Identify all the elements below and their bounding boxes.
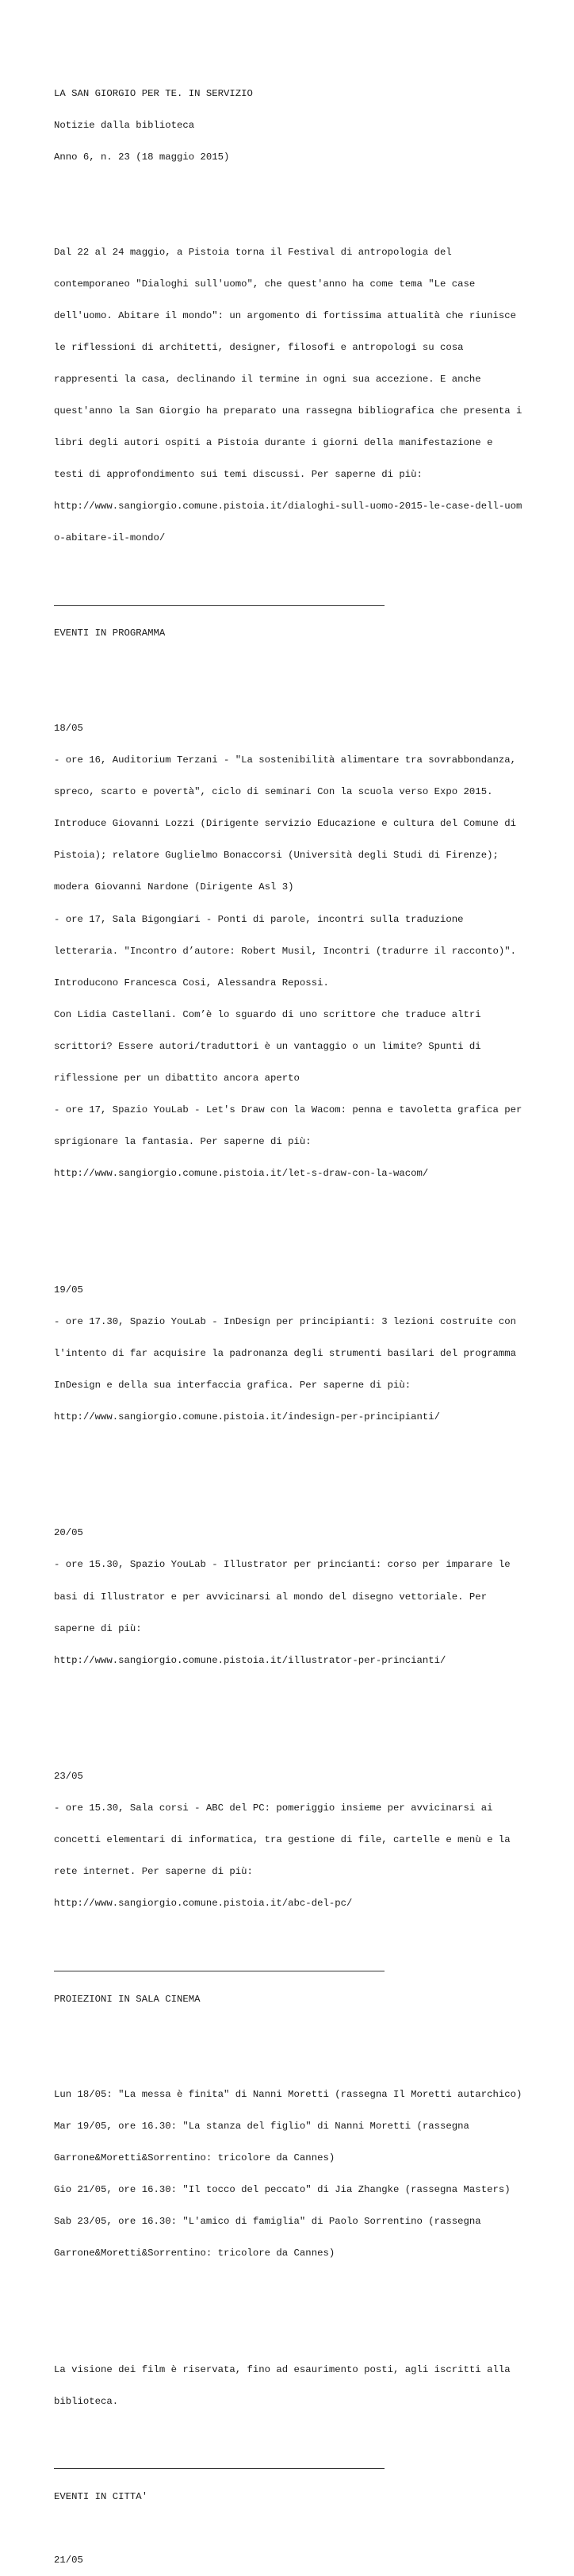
events-heading: EVENTI IN PROGRAMMA (54, 628, 166, 639)
event-line: - ore 16, Auditorium Terzani - "La sostenibilità alimentare tra sovrabbondanza, (54, 754, 516, 766)
cinema-list (54, 2068, 561, 2280)
event-day-18-05 (54, 703, 561, 1200)
event-line: - ore 17.30, Spazio YouLab - InDesign per principianti: 3 lezioni costruite con (54, 1315, 516, 1327)
event-line: Con Lidia Castellani. Com’è lo sguardo di uno scrittore che traduce altri (54, 1008, 481, 1020)
event-line: rete internet. Per saperne di più: (54, 1866, 253, 1878)
event-date: 19/05 (54, 1284, 83, 1296)
spacer (54, 2026, 561, 2037)
cinema-line: Sab 23/05, ore 16.30: "L'amico di famiglia" di Paolo Sorrentino (rassegna (54, 2215, 481, 2227)
cinema-heading: PROIEZIONI IN SALA CINEMA (54, 1993, 201, 2005)
spacer (54, 1221, 561, 1231)
event-link[interactable]: http://www.sangiorgio.comune.pistoia.it/abc-del-pc/ (54, 1898, 353, 1910)
event-day-20-05 (54, 1507, 561, 1687)
event-line: spreco, scarto e povertà", ciclo di seminari Con la scuola verso Expo 2015. (54, 786, 493, 798)
spacer (54, 2302, 561, 2312)
newsletter-issue: Anno 6, n. 23 (18 maggio 2015) (54, 151, 230, 163)
newsletter-subtitle: Notizie dalla biblioteca (54, 119, 195, 131)
event-line: - ore 17, Spazio YouLab - Let's Draw con la Wacom: penna e tavoletta grafica per (54, 1104, 522, 1115)
cinema-line: Garrone&Moretti&Sorrentino: tricolore da Cannes) (54, 2152, 335, 2163)
intro-paragraph (54, 226, 561, 565)
spacer (54, 1465, 561, 1475)
spacer (54, 1708, 561, 1718)
intro-link[interactable]: o-abitare-il-mondo/ (54, 532, 166, 544)
event-line: - ore 15.30, Sala corsi - ABC del PC: pomeriggio insieme per avvicinarsi ai (54, 1802, 493, 1814)
event-line: scrittori? Essere autori/traduttori è un vantaggio o un limite? Spunti di (54, 1040, 481, 1052)
cinema-note-line: La visione dei film è riservata, fino ad esaurimento posti, agli iscritti alla (54, 2363, 511, 2375)
event-line: saperne di più: (54, 1622, 142, 1634)
intro-line: libri degli autori ospiti a Pistoia durante i giorni della manifestazione e (54, 437, 493, 449)
intro-line: Dal 22 al 24 maggio, a Pistoia torna il Festival di antropologia del (54, 246, 452, 258)
event-date: 23/05 (54, 1771, 83, 1783)
event-line: Introduce Giovanni Lozzi (Dirigente servizio Educazione e cultura del Comune di (54, 818, 516, 830)
cinema-note-line: biblioteca. (54, 2395, 119, 2407)
event-link[interactable]: http://www.sangiorgio.comune.pistoia.it/indesign-per-principianti/ (54, 1411, 441, 1422)
event-line: sprigionare la fantasia. Per saperne di più: (54, 1135, 312, 1147)
cinema-line: Garrone&Moretti&Sorrentino: tricolore da Cannes) (54, 2247, 335, 2259)
spacer (54, 660, 561, 670)
section-divider (54, 597, 561, 607)
event-link[interactable]: http://www.sangiorgio.comune.pistoia.it/illustrator-per-princianti/ (54, 1654, 446, 1666)
cinema-line: Lun 18/05: "La messa è finita" di Nanni Moretti (rassegna Il Moretti autarchico) (54, 2088, 522, 2100)
city-heading: EVENTI IN CITTA' (54, 2490, 148, 2502)
section-divider (54, 1963, 561, 1973)
event-line: letteraria. "Incontro d’autore: Robert Musil, Incontri (tradurre il racconto)". (54, 945, 516, 957)
event-line: InDesign e della sua interfaccia grafica. Per saperne di più: (54, 1379, 411, 1391)
event-line: Introducono Francesca Cosi, Alessandra Repossi. (54, 977, 329, 989)
event-link[interactable]: http://www.sangiorgio.comune.pistoia.it/let-s-draw-con-la-wacom/ (54, 1167, 429, 1179)
section-divider (54, 2460, 561, 2470)
event-day-19-05 (54, 1264, 561, 1444)
newsletter-document (54, 67, 561, 2576)
intro-line: contemporaneo "Dialoghi sull'uomo", che quest'anno ha come tema "Le case (54, 278, 476, 290)
intro-link[interactable]: http://www.sangiorgio.comune.pistoia.it/dialoghi-sull-uomo-2015-le-case-dell-uom (54, 501, 522, 513)
event-line: concetti elementari di informatica, tra gestione di file, cartelle e menù e la (54, 1834, 511, 1846)
intro-line: testi di approfondimento sui temi discussi. Per saperne di più: (54, 469, 423, 481)
intro-line: quest'anno la San Giorgio ha preparato una rassegna bibliografica che presenta i (54, 405, 522, 417)
city-event-date: 21/05 (54, 2554, 83, 2566)
cinema-line: Gio 21/05, ore 16.30: "Il tocco del peccato" di Jia Zhangke (rassegna Masters) (54, 2183, 511, 2195)
event-line: l'intento di far acquisire la padronanza degli strumenti basilari del programma (54, 1347, 516, 1359)
cinema-note (54, 2344, 561, 2428)
spacer (54, 184, 561, 194)
event-day-23-05 (54, 1751, 561, 1931)
event-line: modera Giovanni Nardone (Dirigente Asl 3) (54, 881, 294, 893)
cinema-line: Mar 19/05, ore 16.30: "La stanza del figlio" di Nanni Moretti (rassegna (54, 2120, 469, 2132)
event-line: - ore 15.30, Spazio YouLab - Illustrator per princianti: corso per imparare le (54, 1559, 511, 1571)
intro-line: dell'uomo. Abitare il mondo": un argomento di fortissima attualità che riunisce (54, 309, 516, 321)
event-line: - ore 17, Sala Bigongiari - Ponti di parole, incontri sulla traduzione (54, 913, 464, 925)
intro-line: le riflessioni di architetti, designer, filosofi e antropologi su cosa (54, 341, 464, 353)
event-date: 18/05 (54, 723, 83, 735)
event-line: riflessione per un dibattito ancora aperto (54, 1072, 300, 1084)
event-date: 20/05 (54, 1527, 83, 1539)
spacer (54, 2524, 561, 2534)
intro-line: rappresenti la casa, declinando il termine in ogni sua accezione. E anche (54, 373, 481, 385)
newsletter-title: LA SAN GIORGIO PER TE. IN SERVIZIO (54, 87, 253, 99)
event-line: basi di Illustrator e per avvicinarsi al mondo del disegno vettoriale. Per (54, 1591, 488, 1603)
event-line: Pistoia); relatore Guglielmo Bonaccorsi (Università degli Studi di Firenze); (54, 850, 499, 862)
